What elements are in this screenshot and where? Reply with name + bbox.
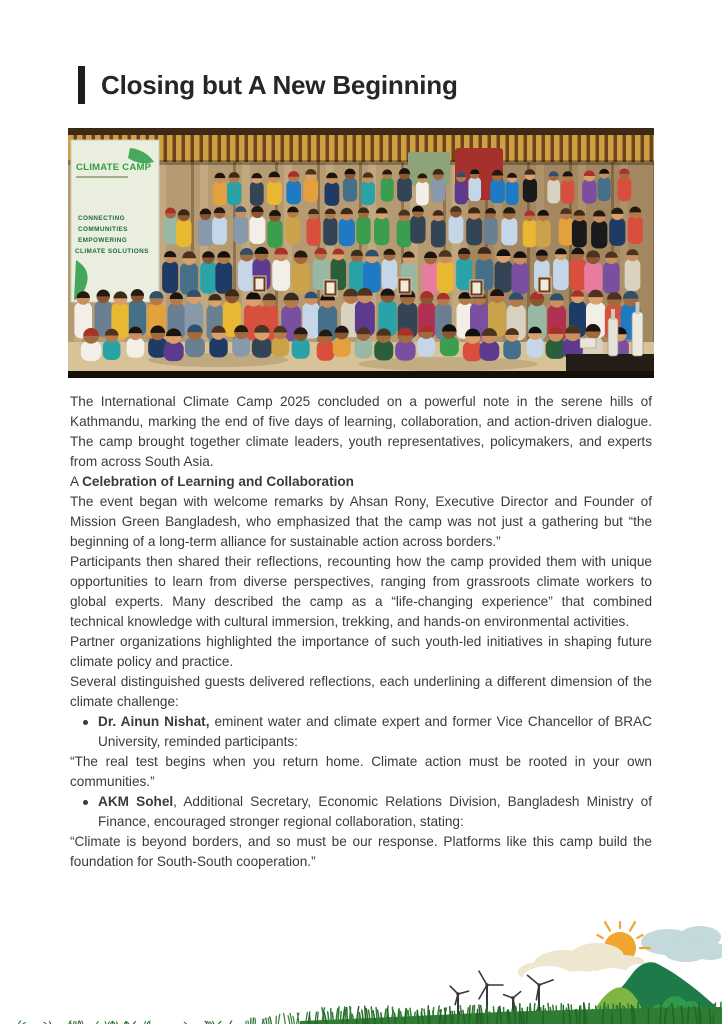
paragraph: “Climate is beyond borders, and so must be our response. Platforms like this camp build the foundation for South-South cooperation.”	[70, 834, 652, 869]
group-photo-illustration	[68, 128, 654, 378]
footer-illustration	[0, 912, 722, 1024]
paragraph: Participants then shared their reflections, recounting how the camp provided them with unique opportunities to learn from diverse perspectives, ranging from grassroots climate workers to global experts. Many described the camp as a “life-changing experience” that combined technical knowledge with cultural immersion, trekking, and hands-on environmental activities.	[70, 554, 652, 629]
section-heading: A Celebration of Learning and Collaboration	[70, 474, 354, 489]
photo-banner-line-2: COMMUNITIES	[78, 226, 128, 233]
photo-banner-line-4: CLIMATE SOLUTIONS	[75, 248, 149, 255]
paragraph: The International Climate Camp 2025 concluded on a powerful note in the serene hills of Kathmandu, marking the end of five days of learning, collaboration, and action-driven dialogue. The camp brought together climate leaders, youth representatives, policymakers, and experts from across South Asia.	[70, 394, 652, 469]
page-header	[78, 66, 458, 104]
bullet-item: Dr. Ainun Nishat, eminent water and climate expert and former Vice Chancellor of BRAC University, reminded participants:	[70, 712, 652, 752]
paragraph: Partner organizations highlighted the importance of such youth-led initiatives in shaping future climate policy and practice.	[70, 634, 652, 669]
photo-banner-line-3: EMPOWERING	[78, 237, 128, 244]
paragraph: Several distinguished guests delivered reflections, each underlining a different dimension of the climate challenge:	[70, 674, 652, 709]
photo-banner-title: CLIMATE CAMP	[76, 162, 152, 173]
paragraph: “The real test begins when you return home. Climate action must be rooted in your own communities.”	[70, 754, 652, 789]
ceiling-beam	[68, 128, 654, 135]
photo-banner-line-1: CONNECTING	[78, 215, 125, 222]
paragraph: The event began with welcome remarks by Ahsan Rony, Executive Director and Founder of Mission Green Bangladesh, who emphasized that the camp was not just a gathering but “the beginning of a long-term alliance for sustainable action across borders.”	[70, 494, 652, 549]
group-photo-image	[68, 128, 654, 378]
cloud-blue-graphic	[641, 926, 722, 962]
climate-camp-banner	[71, 140, 159, 302]
article	[70, 392, 652, 872]
photo-bottom-strip	[68, 371, 654, 378]
bullet-item: AKM Sohel, Additional Secretary, Economic Relations Division, Bangladesh Ministry of Finance, encouraged stronger regional collaboration, stating:	[70, 792, 652, 832]
title-accent-bar	[78, 66, 85, 104]
page-title: Closing but A New Beginning	[101, 69, 458, 100]
